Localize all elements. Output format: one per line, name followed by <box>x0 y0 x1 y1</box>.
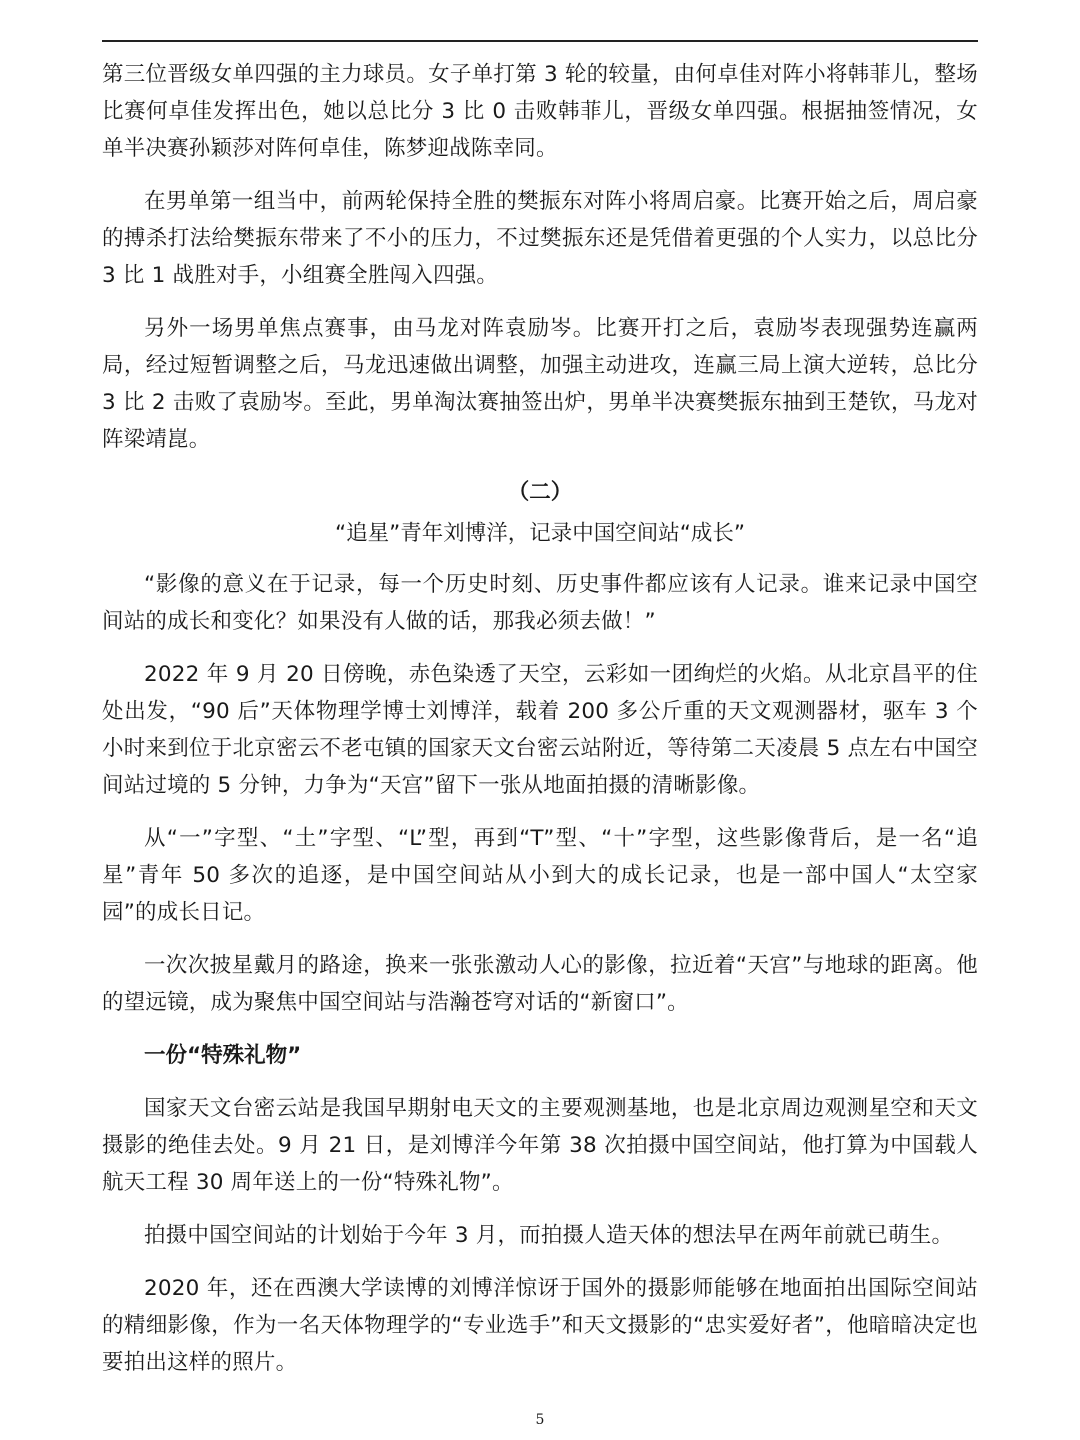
section-title: “追星”青年刘博洋，记录中国空间站“成长” <box>334 521 746 546</box>
document-body <box>102 56 978 1397</box>
paragraph-2020: 2020 年，还在西澳大学读博的刘博洋惊讶于国外的摄影师能够在地面拍出国际空间站的精细影像，作为一名天体物理学的“专业选手”和天文摄影的“忠实爱好者”，他暗暗决定也要拍出这样的照片。 <box>102 1276 978 1375</box>
paragraph-miyun-station: 国家天文台密云站是我国早期射电天文的主要观测基地，也是北京周边观测星空和天文摄影的绝佳去处。9 月 21 日，是刘博洋今年第 38 次拍摄中国空间站，他打算为中国载人航天工程 30 周年送上的一份“特殊礼物”。 <box>102 1096 978 1195</box>
header-rule <box>102 40 978 42</box>
paragraph-evening: 2022 年 9 月 20 日傍晚，赤色染透了天空，云彩如一团绚烂的火焰。从北京昌平的住处出发，“90 后”天体物理学博士刘博洋，载着 200 多公斤重的天文观测器材，驱车 3 个小时来到位于北京密云不老屯镇的国家天文台密云站附近，等待第二天凌晨 5 点左右中国空间站过境的 5 分钟，力争为“天宫”留下一张从地面拍摄的清晰影像。 <box>102 662 978 798</box>
section-number: （二） <box>507 480 573 505</box>
paragraph-continuation: 第三位晋级女单四强的主力球员。女子单打第 3 轮的较量，由何卓佳对阵小将韩菲儿，整场比赛何卓佳发挥出色，她以总比分 3 比 0 击败韩菲儿，晋级女单四强。根据抽签情况，女单半决赛孙颖莎对阵何卓佳，陈梦迎战陈幸同。 <box>102 62 978 161</box>
subheading-special-gift: 一份“特殊礼物” <box>144 1043 302 1068</box>
paragraph-quote: “影像的意义在于记录，每一个历史时刻、历史事件都应该有人记录。谁来记录中国空间站的成长和变化？如果没有人做的话，那我必须去做！” <box>102 572 978 634</box>
paragraph-mens-focus-match: 另外一场男单焦点赛事，由马龙对阵袁励岑。比赛开打之后，袁励岑表现强势连赢两局，经过短暂调整之后，马龙迅速做出调整，加强主动进攻，连赢三局上演大逆转，总比分 3 比 2 击败了袁励岑。至此，男单淘汰赛抽签出炉，男单半决赛樊振东抽到王楚钦，马龙对阵梁靖崑。 <box>102 316 978 452</box>
paragraph-shapes: 从“一”字型、“土”字型、“L”型，再到“T”型、“十”字型，这些影像背后，是一名“追星”青年 50 多次的追逐，是中国空间站从小到大的成长记录，也是一部中国人“太空家园”的成长日记。 <box>102 826 978 925</box>
paragraph-plan: 拍摄中国空间站的计划始于今年 3 月，而拍摄人造天体的想法早在两年前就已萌生。 <box>144 1223 954 1248</box>
paragraph-mens-group-one: 在男单第一组当中，前两轮保持全胜的樊振东对阵小将周启豪。比赛开始之后，周启豪的搏杀打法给樊振东带来了不小的压力，不过樊振东还是凭借着更强的个人实力，以总比分 3 比 1 战胜对手，小组赛全胜闯入四强。 <box>102 189 978 288</box>
paragraph-telescope: 一次次披星戴月的路途，换来一张张激动人心的影像，拉近着“天宫”与地球的距离。他的望远镜，成为聚焦中国空间站与浩瀚苍穹对话的“新窗口”。 <box>102 953 978 1015</box>
page-number: 5 <box>535 1412 545 1428</box>
